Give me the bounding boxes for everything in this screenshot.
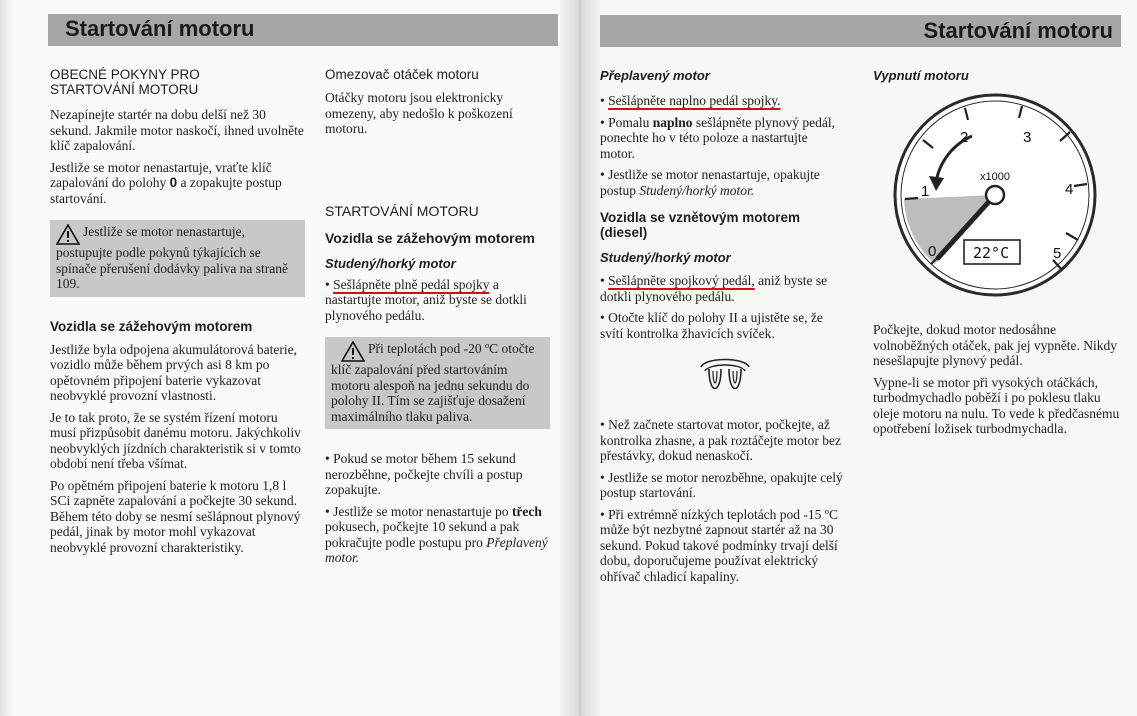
flooded-engine-heading: Přeplavený motor bbox=[600, 68, 710, 83]
bullet-item: • Pomalu naplno sešlápněte plynový pedál, ponechte ho v této poloze a nastartujte motor. bbox=[600, 115, 845, 162]
warning-box: Při teplotách pod -20 ºC otočte klíč zapalování před startováním motoru alespoň na jednu sekundu do polohy II. Tím se zajišťuje dosažení maximálního tlaku paliva. bbox=[325, 337, 550, 429]
bullet-item: • Sešlápněte spojkový pedál, aniž byste se dotkli plynového pedálu. bbox=[600, 273, 845, 304]
bullet-item: • Sešlápněte naplno pedál spojky. bbox=[600, 93, 845, 109]
gauge-tick-label: 2 bbox=[960, 129, 969, 146]
glow-plug-icon bbox=[695, 355, 755, 395]
petrol-engine-heading: Vozidla se zážehovým motorem bbox=[50, 318, 253, 334]
warning-triangle-icon bbox=[341, 341, 365, 362]
bullet-item: • Jestliže se motor nerozběhne, opakujte celý postup startování. bbox=[600, 470, 845, 501]
left-page-header bbox=[48, 14, 558, 46]
column-1 bbox=[50, 67, 305, 561]
paragraph: Po opětném připojení baterie k motoru 1,8 l SCi zapněte zapalování a počkejte 30 sekund. Během této doby se nesmí sešlápnout plynový pedál, jinak by motor mohl vykazovat neobvyklé provozní charakteristiky. bbox=[50, 477, 301, 555]
column-3 bbox=[600, 68, 845, 590]
paragraph: Je to tak proto, že se systém řízení motoru musí přizpůsobit danému motoru. Jakýchkoliv neobvyklých jízdních charakteristik si v tomto období není třeba všímat. bbox=[50, 409, 301, 471]
gauge-tick-label: 3 bbox=[1023, 129, 1032, 146]
general-instructions-heading: OBECNÉ POKYNY PRO STARTOVÁNÍ MOTORU bbox=[50, 67, 200, 97]
gauge-tick-label: 4 bbox=[1065, 181, 1074, 198]
bullet-item: • Jestliže se motor nenastartuje po třech pokusech, počkejte 10 sekund a pak pokračujte podle postupu pro Přeplavený motor. bbox=[325, 504, 550, 566]
rev-limiter-heading: Omezovač otáček motoru bbox=[325, 67, 479, 82]
paragraph: Otáčky motoru jsou elektronicky omezeny, aby nedošlo k poškození motoru. bbox=[325, 90, 513, 136]
gauge-hub bbox=[986, 186, 1004, 204]
book-gutter bbox=[560, 0, 600, 716]
right-page-title: Startování motoru bbox=[923, 18, 1113, 43]
page-edge-shadow bbox=[0, 0, 14, 716]
paragraph: Jestliže se motor nenastartuje, vraťte klíč zapalování do polohy 0 a zopakujte postup startování. bbox=[50, 159, 282, 206]
warning-box: Jestliže se motor nenastartuje, postupujte podle pokynů týkajících se spínače přerušení dodávky paliva na straně 109. bbox=[50, 220, 305, 297]
left-page-title: Startování motoru bbox=[65, 16, 255, 41]
bullet-item: • Sešlápněte plně pedál spojky a nastartujte motor, aniž byste se dotkli plynového pedálu. bbox=[325, 277, 550, 324]
tachometer-illustration bbox=[872, 88, 1122, 298]
cold-hot-engine-heading: Studený/horký motor bbox=[325, 255, 456, 271]
diesel-engine-heading: Vozidla se vznětovým motorem (diesel) bbox=[600, 210, 801, 240]
starting-engine-heading: STARTOVÁNÍ MOTORU bbox=[325, 202, 479, 219]
bullet-item: • Při extrémně nízkých teplotách pod -15 ºC může být nezbytné zapnout startér až na 30 sekund. Pokud takové podmínky trvají delší dobu, doporučujeme používat elektrický ohřívač chladicí kapaliny. bbox=[600, 507, 845, 585]
gauge-tick-label: 5 bbox=[1053, 245, 1062, 262]
column-4-text bbox=[873, 322, 1123, 443]
bullet-item: • Otočte klíč do polohy II a ujistěte se, že svítí kontrolka žhavicích svíček. bbox=[600, 310, 845, 341]
gauge-tick-label: 0 bbox=[928, 243, 937, 260]
paragraph: Počkejte, dokud motor nedosáhne volnoběžných otáček, pak jej vypněte. Nikdy nesešlapujte plynový pedál. bbox=[873, 322, 1118, 368]
column-2 bbox=[325, 67, 550, 572]
paragraph: Nezapínejte startér na dobu delší než 30 sekund. Jakmile motor naskočí, ihned uvolněte klíč zapalování. bbox=[50, 107, 304, 153]
warning-triangle-icon bbox=[56, 224, 80, 245]
cold-hot-engine-heading: Studený/horký motor bbox=[600, 250, 731, 265]
paragraph: Jestliže byla odpojena akumulátorová baterie, vozidlo může během prvých asi 8 km po opětovném připojení baterie vykazovat neobvyklé provozní vlastnosti. bbox=[50, 341, 298, 403]
column-4 bbox=[873, 68, 1121, 89]
paragraph: Vypne-li se motor při vysokých otáčkách, turbodmychadlo poběží i po poklesu tlaku oleje motoru na nulu. To vede k předčasnému opotřebení ložisek turbodmychadla. bbox=[873, 374, 1120, 436]
bullet-item: • Než začnete startovat motor, počkejte, až kontrolka zhasne, a pak roztáčejte motor bez přestávky, dokud nenaskočí. bbox=[600, 417, 845, 464]
bullet-item: • Jestliže se motor nenastartuje, opakujte postup Studený/horký motor. bbox=[600, 167, 845, 198]
glow-plug-icon-area bbox=[600, 347, 845, 417]
temperature-readout: 22°C bbox=[973, 244, 1010, 262]
engine-shutdown-heading: Vypnutí motoru bbox=[873, 68, 969, 83]
gauge-unit-label: x1000 bbox=[980, 171, 1010, 183]
petrol-engine-heading-2: Vozidla se zážehovým motorem bbox=[325, 229, 535, 246]
right-page-header bbox=[600, 15, 1121, 47]
bullet-item: • Pokud se motor během 15 sekund nerozběhne, počkejte chvíli a postup zopakujte. bbox=[325, 451, 550, 498]
gauge-tick-label: 1 bbox=[921, 183, 930, 200]
